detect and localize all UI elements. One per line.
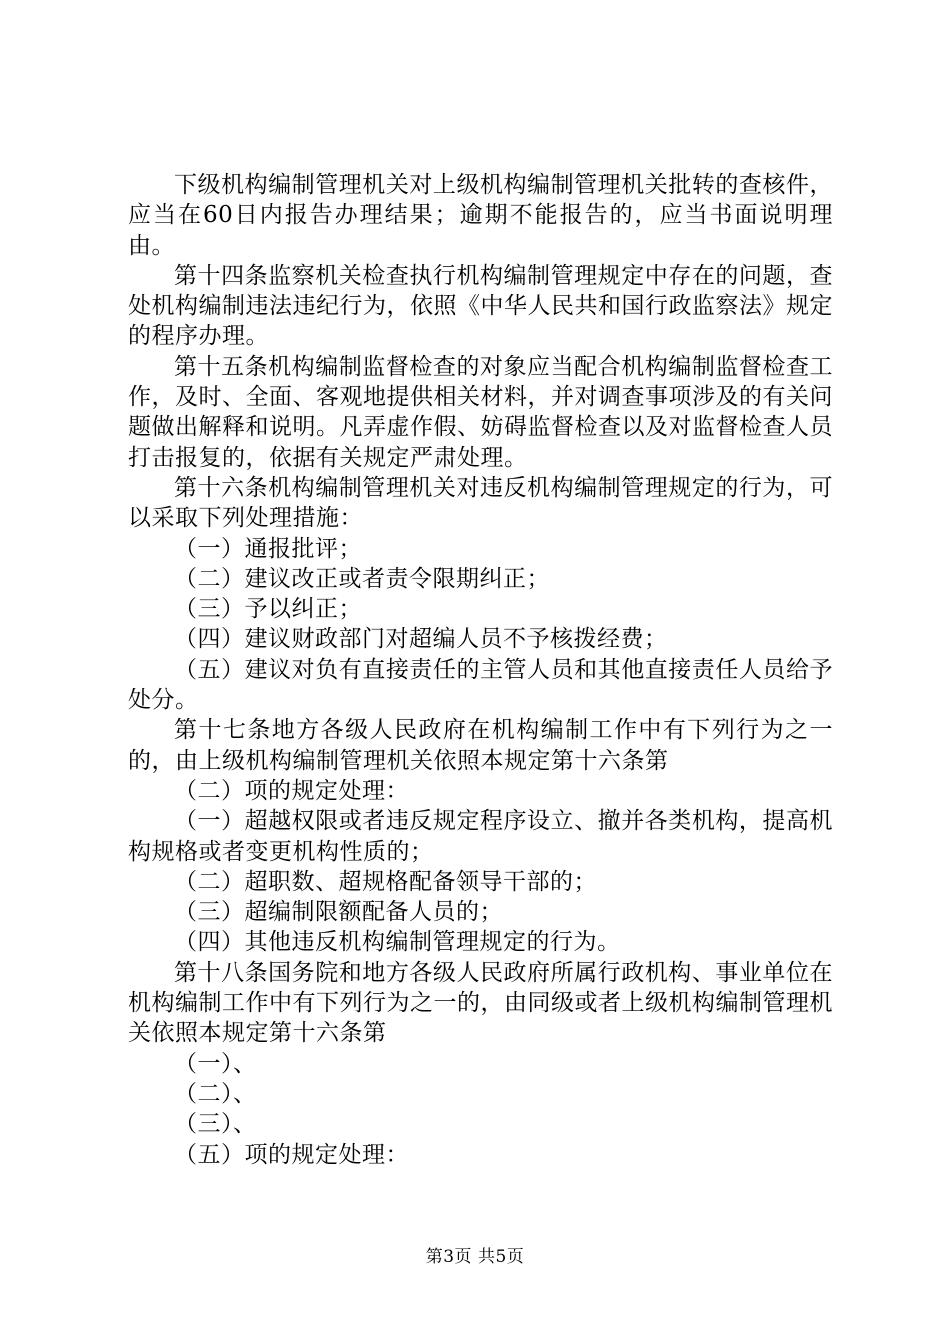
paragraph: 第十六条机构编制管理机关对违反机构编制管理规定的行为，可以采取下列处理措施：	[128, 474, 833, 532]
list-item: （一）、	[174, 1050, 257, 1077]
list-item: （五）建议对负有直接责任的主管人员和其他直接责任人员给予处分。	[128, 656, 833, 714]
page-number-footer: 第3页 共5页	[425, 1247, 525, 1267]
list-item: （一）通报批评；	[174, 535, 362, 562]
list-item: （一）超越权限或者违反规定程序设立、撤并各类机构，提高机构规格或者变更机构性质的；	[128, 808, 833, 865]
list-item: （二）、	[174, 1080, 257, 1107]
paragraph: 下级机构编制管理机关对上级机构编制管理机关批转的查核件，应当在60日内报告办理结果；逾期不能报告的，应当书面说明理由。	[128, 172, 833, 259]
list-item: （二）超职数、超规格配备领导干部的；	[174, 868, 597, 895]
list-item: （三）超编制限额配备人员的；	[174, 899, 503, 926]
document-body	[128, 170, 833, 1170]
paragraph: 第十七条地方各级人民政府在机构编制工作中有下列行为之一的，由上级机构编制管理机关依照本规定第十六条第	[128, 717, 833, 774]
list-item: （四）建议财政部门对超编人员不予核拨经费；	[174, 626, 668, 653]
list-item: （二）建议改正或者责令限期纠正；	[174, 565, 550, 592]
paragraph: 第十四条监察机关检查执行机构编制管理规定中存在的问题，查处机构编制违法违纪行为，依照《中华人民共和国行政监察法》规定的程序办理。	[128, 262, 833, 350]
list-item: （三）予以纠正；	[174, 596, 362, 623]
list-item: （四）其他违反机构编制管理规定的行为。	[174, 929, 621, 956]
list-item: （二）项的规定处理：	[174, 777, 409, 804]
list-item: （五）项的规定处理：	[174, 1141, 409, 1168]
paragraph: 第十五条机构编制监督检查的对象应当配合机构编制监督检查工作，及时、全面、客观地提供相关材料，并对调查事项涉及的有关问题做出解释和说明。凡弄虚作假、妨碍监督检查以及对监督检查人员打击报复的，依据有关规定严肃处理。	[128, 353, 833, 471]
paragraph: 第十八条国务院和地方各级人民政府所属行政机构、事业单位在机构编制工作中有下列行为之一的，由同级或者上级机构编制管理机关依照本规定第十六条第	[128, 959, 833, 1047]
list-item: （三）、	[174, 1111, 257, 1138]
